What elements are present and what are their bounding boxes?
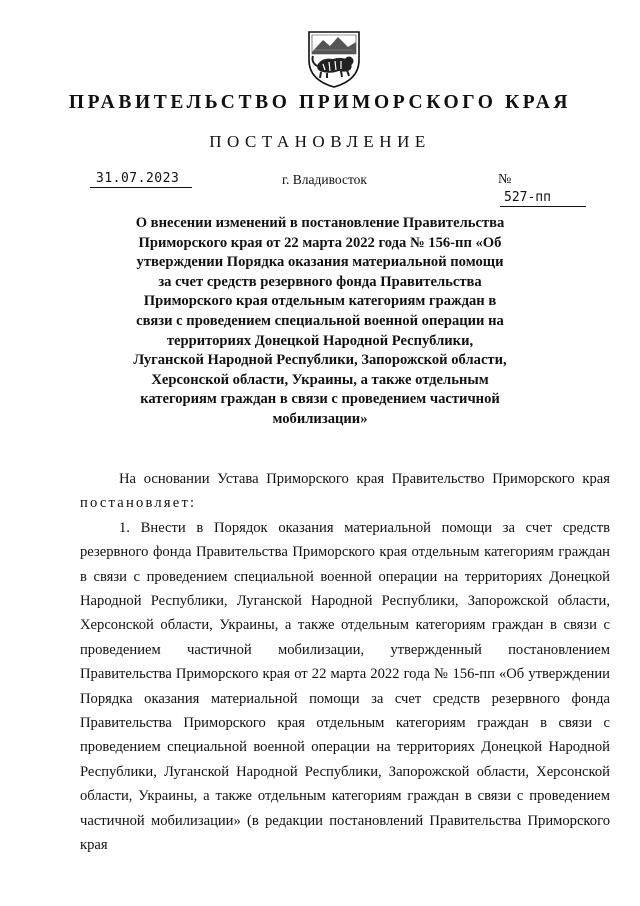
document-number-field	[498, 170, 602, 207]
document-meta	[0, 170, 640, 205]
intro-text: На основании Устава Приморского края Правительство Приморского края	[119, 471, 610, 487]
document-body	[80, 467, 610, 858]
number-sign: №	[498, 172, 512, 187]
coat-of-arms-icon	[303, 26, 365, 90]
document-type: ПОСТАНОВЛЕНИЕ	[209, 132, 431, 151]
item-1-paragraph: 1. Внести в Порядок оказания материальной помощи за счет средств резервного фонда Правительства Приморского края отдельным категориям граждан в связи с проведением специальной военной операции на территориях Донецкой Народной Республики, Луганской Народной Республики, Запорожской области, Херсонской области, Украины, а также отдельным категориям граждан в связи с проведением частичной мобилизации, утвержденный постановлением Правительства Приморского края от 22 марта 2022 года № 156-пп «Об утверждении Порядка оказания материальной помощи за счет средств резервного фонда Правительства Приморского края отдельным категориям граждан в связи с проведением специальной военной операции на территориях Донецкой Народной Республики, Луганской Народной Республики, Запорожской области, Херсонской области, Украины, а также отдельным категориям граждан в связи с проведением частичной мобилизации» (в редакции постановлений Правительства Приморского края	[80, 519, 610, 854]
document-subject: О внесении изменений в постановление Правительства Приморского края от 22 марта 2022 года № 156-пп «Об утверждении Порядка оказания материальной помощи за счет средств резервного фонда Правительства Приморского края отдельным категориям граждан в связи с проведением специальной военной операции на территориях Донецкой Народной Республики, Луганской Народной Республики, Запорожской области, Херсонской области, Украины, а также отдельным категориям граждан в связи с проведением частичной мобилизации»	[133, 215, 507, 427]
intro-paragraph	[80, 467, 610, 516]
intro-resolves: постановляет:	[80, 495, 197, 512]
document-number: 527-пп	[500, 189, 586, 207]
government-title: ПРАВИТЕЛЬСТВО ПРИМОРСКОГО КРАЯ	[68, 92, 572, 113]
document-date: 31.07.2023	[90, 171, 192, 188]
document-city: г. Владивосток	[282, 172, 367, 187]
